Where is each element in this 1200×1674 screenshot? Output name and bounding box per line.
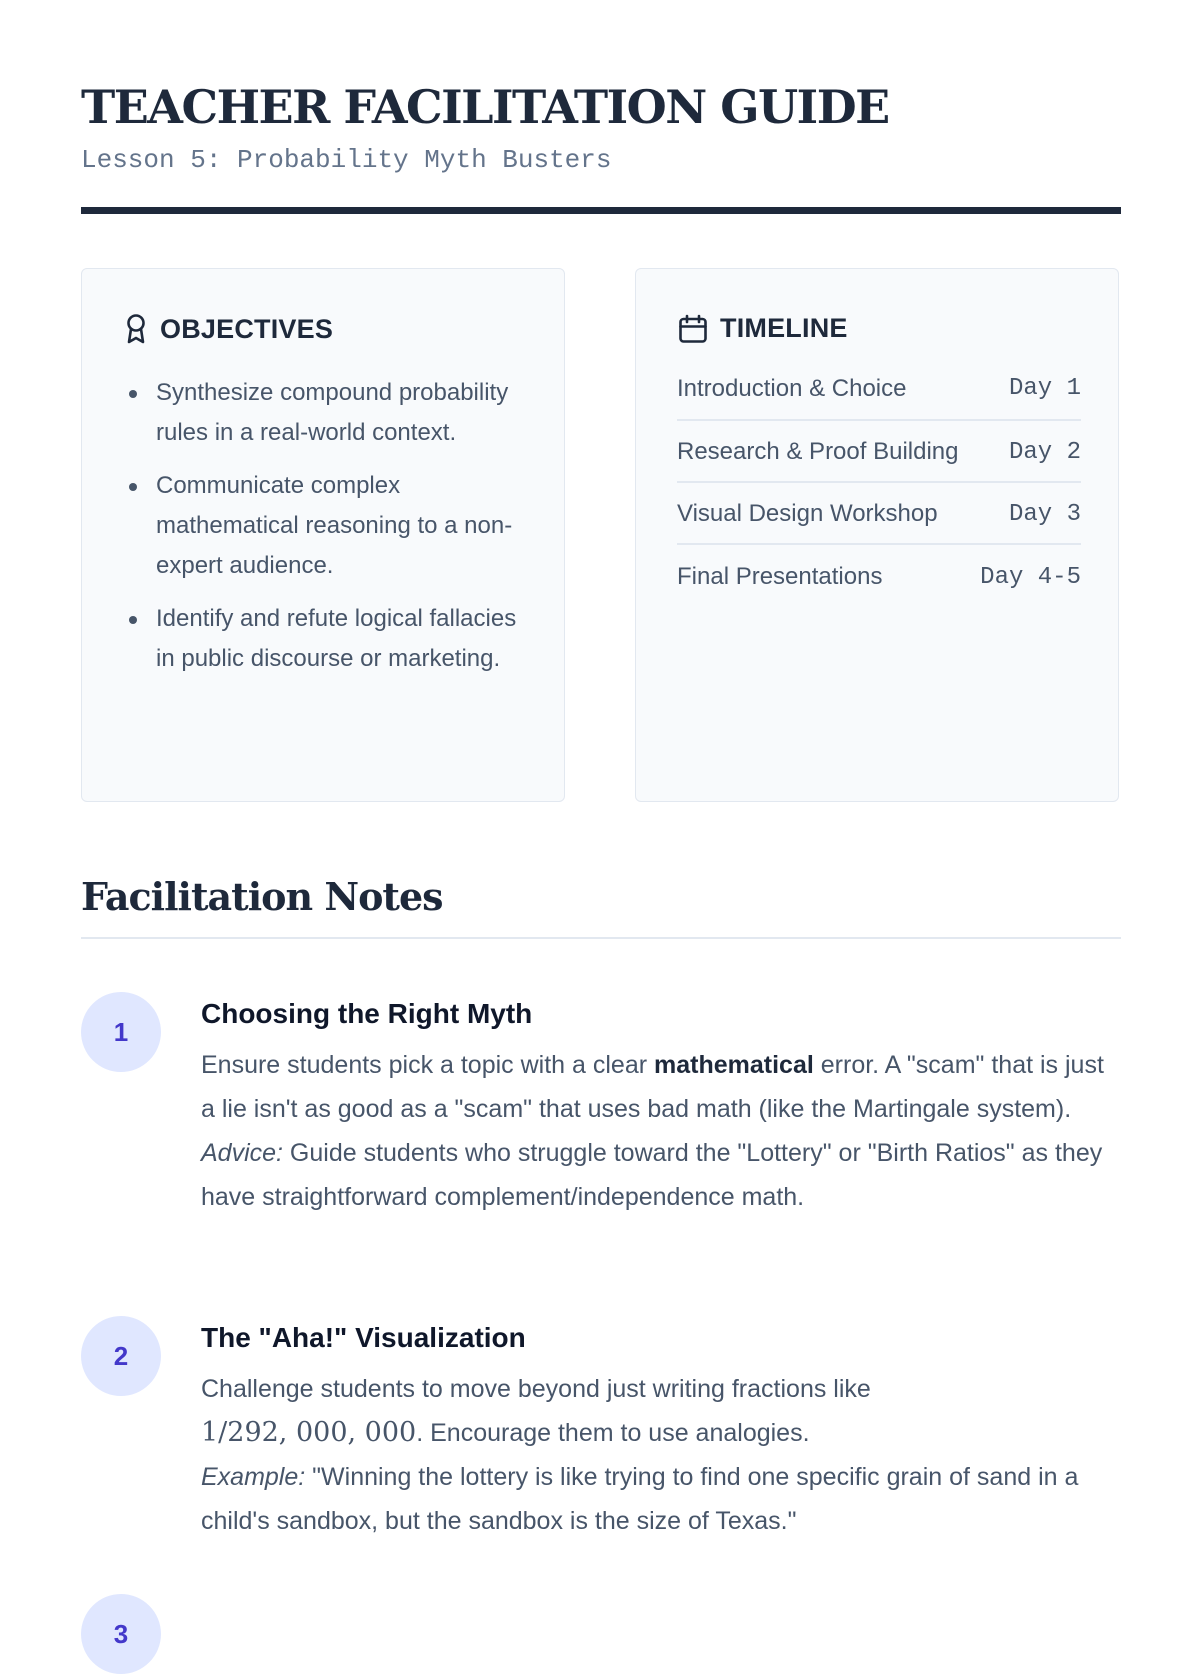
timeline-row xyxy=(677,547,1081,607)
step-number-badge: 2 xyxy=(81,1316,161,1396)
objectives-list xyxy=(124,373,534,692)
note-text xyxy=(201,1367,1121,1543)
step-number-badge: 3 xyxy=(81,1594,161,1674)
facilitation-notes-heading: Facilitation Notes xyxy=(81,874,443,919)
timeline-row xyxy=(677,373,1081,421)
timeline-phase: Introduction & Choice xyxy=(677,375,907,402)
timeline-day: Day 2 xyxy=(1008,438,1081,466)
note-text-segment: . Encourage them to use analogies. xyxy=(416,1419,810,1447)
timeline-list xyxy=(677,373,1081,609)
timeline-day: Day 4-5 xyxy=(980,563,1081,591)
note-text xyxy=(201,1043,1121,1219)
example-label: Example: xyxy=(201,1463,306,1491)
section-divider xyxy=(81,937,1121,939)
award-ribbon-icon xyxy=(124,313,148,345)
note-emphasis: mathematical xyxy=(654,1051,814,1079)
timeline-card xyxy=(635,268,1119,802)
timeline-day: Day 3 xyxy=(1008,500,1081,528)
timeline-phase: Research & Proof Building xyxy=(677,438,959,465)
objective-item: Synthesize compound probability rules in a real-world context. xyxy=(124,373,534,453)
objectives-heading: OBJECTIVES xyxy=(160,313,334,344)
note-title: Choosing the Right Myth xyxy=(201,998,533,1029)
lesson-subtitle: Lesson 5: Probability Myth Busters xyxy=(81,145,612,175)
note-body xyxy=(201,992,1121,1219)
timeline-row xyxy=(677,485,1081,545)
note-text-segment: Ensure students pick a topic with a clear xyxy=(201,1051,655,1079)
title-divider xyxy=(81,207,1121,214)
page-title: TEACHER FACILITATION GUIDE xyxy=(81,80,889,134)
objective-item: Identify and refute logical fallacies in public discourse or marketing. xyxy=(124,599,534,679)
timeline-row xyxy=(677,423,1081,483)
timeline-phase: Visual Design Workshop xyxy=(677,500,938,527)
timeline-day: Day 1 xyxy=(1008,375,1081,402)
math-fraction: 1/292, 000, 000 xyxy=(201,1417,417,1448)
timeline-phase: Final Presentations xyxy=(677,563,883,590)
example-text: "Winning the lottery is like trying to find one specific grain of sand in a child's sandbox, but the sandbox is the size of Texas." xyxy=(201,1463,1079,1535)
objectives-header xyxy=(124,313,333,345)
step-number-badge: 1 xyxy=(81,992,161,1072)
calendar-icon xyxy=(678,314,708,344)
note-body xyxy=(201,1316,1121,1543)
advice-text: Guide students who struggle toward the "Lottery" or "Birth Ratios" as they have straightforward complement/independence math. xyxy=(201,1139,1103,1211)
note-text-segment: error. A "scam" that is just a lie isn't as good as a "scam" that uses bad math (like the Martingale system). xyxy=(201,1051,1104,1123)
timeline-heading: TIMELINE xyxy=(720,313,848,343)
note-title: The "Aha!" Visualization xyxy=(201,1322,526,1353)
note-text-segment: Challenge students to move beyond just writing fractions like xyxy=(201,1375,871,1403)
advice-label: Advice: xyxy=(201,1139,283,1167)
objective-item: Communicate complex mathematical reasoning to a non-expert audience. xyxy=(124,466,534,586)
objectives-card xyxy=(81,268,565,802)
timeline-header xyxy=(678,313,848,344)
